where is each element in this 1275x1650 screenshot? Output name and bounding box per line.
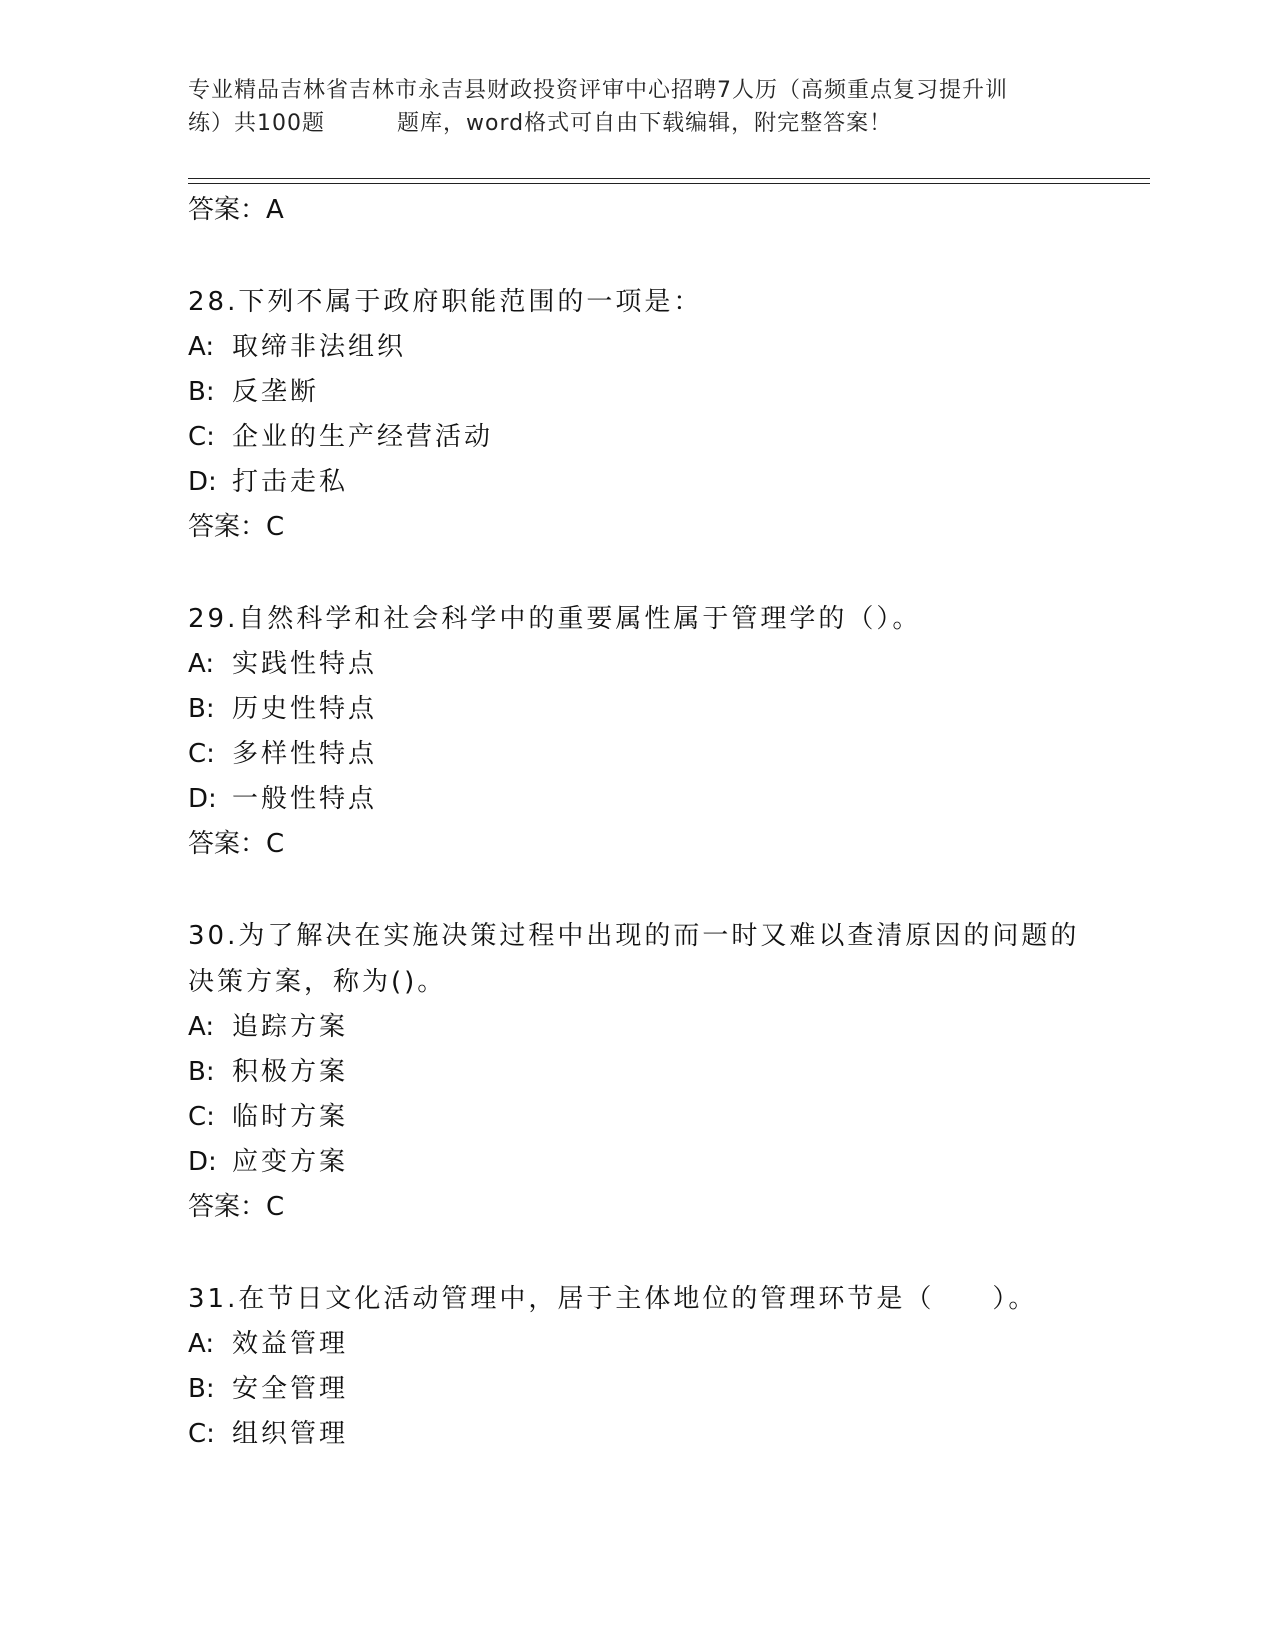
option-d: [188, 777, 1088, 822]
option-text: 应变方案: [232, 1147, 349, 1177]
option-key: D:: [188, 467, 217, 497]
option-b: [188, 1050, 1088, 1095]
question-30: [188, 913, 1088, 1229]
option-text: 组织管理: [232, 1419, 349, 1449]
option-key: B:: [188, 1374, 215, 1404]
option-text: 实践性特点: [232, 649, 378, 679]
header-title-part-2: 题库，word格式可自由下载编辑，附完整答案！: [397, 111, 893, 136]
option-a: [188, 325, 1088, 370]
page-header: [188, 74, 1088, 140]
question-31: [188, 1276, 1088, 1457]
option-d: [188, 460, 1088, 505]
option-key: A:: [188, 649, 215, 679]
header-title-line-1: 专业精品吉林省吉林市永吉县财政投资评审中心招聘7人历（高频重点复习提升训: [188, 78, 1008, 103]
header-divider-bottom: [188, 183, 1150, 184]
option-text: 反垄断: [232, 377, 320, 407]
question-text: 30.为了解决在实施决策过程中出现的而一时又难以查清原因的问题的决策方案，称为()。: [188, 921, 1080, 997]
option-text: 取缔非法组织: [232, 332, 407, 362]
question-text: 28.下列不属于政府职能范围的一项是：: [188, 287, 703, 317]
header-divider-top: [188, 178, 1150, 179]
question-list: [188, 188, 1088, 1457]
option-key: D:: [188, 1147, 217, 1177]
header-title-part-1: 练）共100题: [188, 111, 325, 136]
question-29: [188, 596, 1088, 866]
option-key: A:: [188, 1329, 215, 1359]
option-text: 企业的生产经营活动: [232, 422, 494, 452]
option-b: [188, 1367, 1088, 1412]
option-key: B:: [188, 694, 215, 724]
option-c: [188, 1095, 1088, 1140]
option-text: 一般性特点: [232, 784, 378, 814]
option-text: 效益管理: [232, 1329, 349, 1359]
option-key: B:: [188, 377, 215, 407]
option-key: B:: [188, 1057, 215, 1087]
option-b: [188, 687, 1088, 732]
answer: 答案：C: [188, 512, 285, 542]
question-text: 31.在节日文化活动管理中，居于主体地位的管理环节是（ ）。: [188, 1284, 1038, 1314]
answer: 答案：C: [188, 1192, 285, 1222]
previous-answer: 答案：A: [188, 195, 284, 225]
header-title-line-2: [188, 107, 1088, 140]
option-text: 打击走私: [232, 467, 349, 497]
option-c: [188, 732, 1088, 777]
option-b: [188, 370, 1088, 415]
option-key: A:: [188, 1012, 215, 1042]
option-c: [188, 1412, 1088, 1457]
option-text: 追踪方案: [232, 1012, 349, 1042]
option-text: 临时方案: [232, 1102, 349, 1132]
option-a: [188, 1322, 1088, 1367]
option-key: C:: [188, 422, 215, 452]
option-text: 多样性特点: [232, 739, 378, 769]
option-key: C:: [188, 1419, 215, 1449]
option-text: 积极方案: [232, 1057, 349, 1087]
option-a: [188, 642, 1088, 687]
option-key: A:: [188, 332, 215, 362]
option-c: [188, 415, 1088, 460]
option-key: D:: [188, 784, 217, 814]
question-28: [188, 279, 1088, 549]
option-d: [188, 1140, 1088, 1185]
option-text: 安全管理: [232, 1374, 349, 1404]
option-a: [188, 1005, 1088, 1050]
question-text: 29.自然科学和社会科学中的重要属性属于管理学的（）。: [188, 604, 922, 634]
option-text: 历史性特点: [232, 694, 378, 724]
answer: 答案：C: [188, 829, 285, 859]
option-key: C:: [188, 739, 215, 769]
option-key: C:: [188, 1102, 215, 1132]
